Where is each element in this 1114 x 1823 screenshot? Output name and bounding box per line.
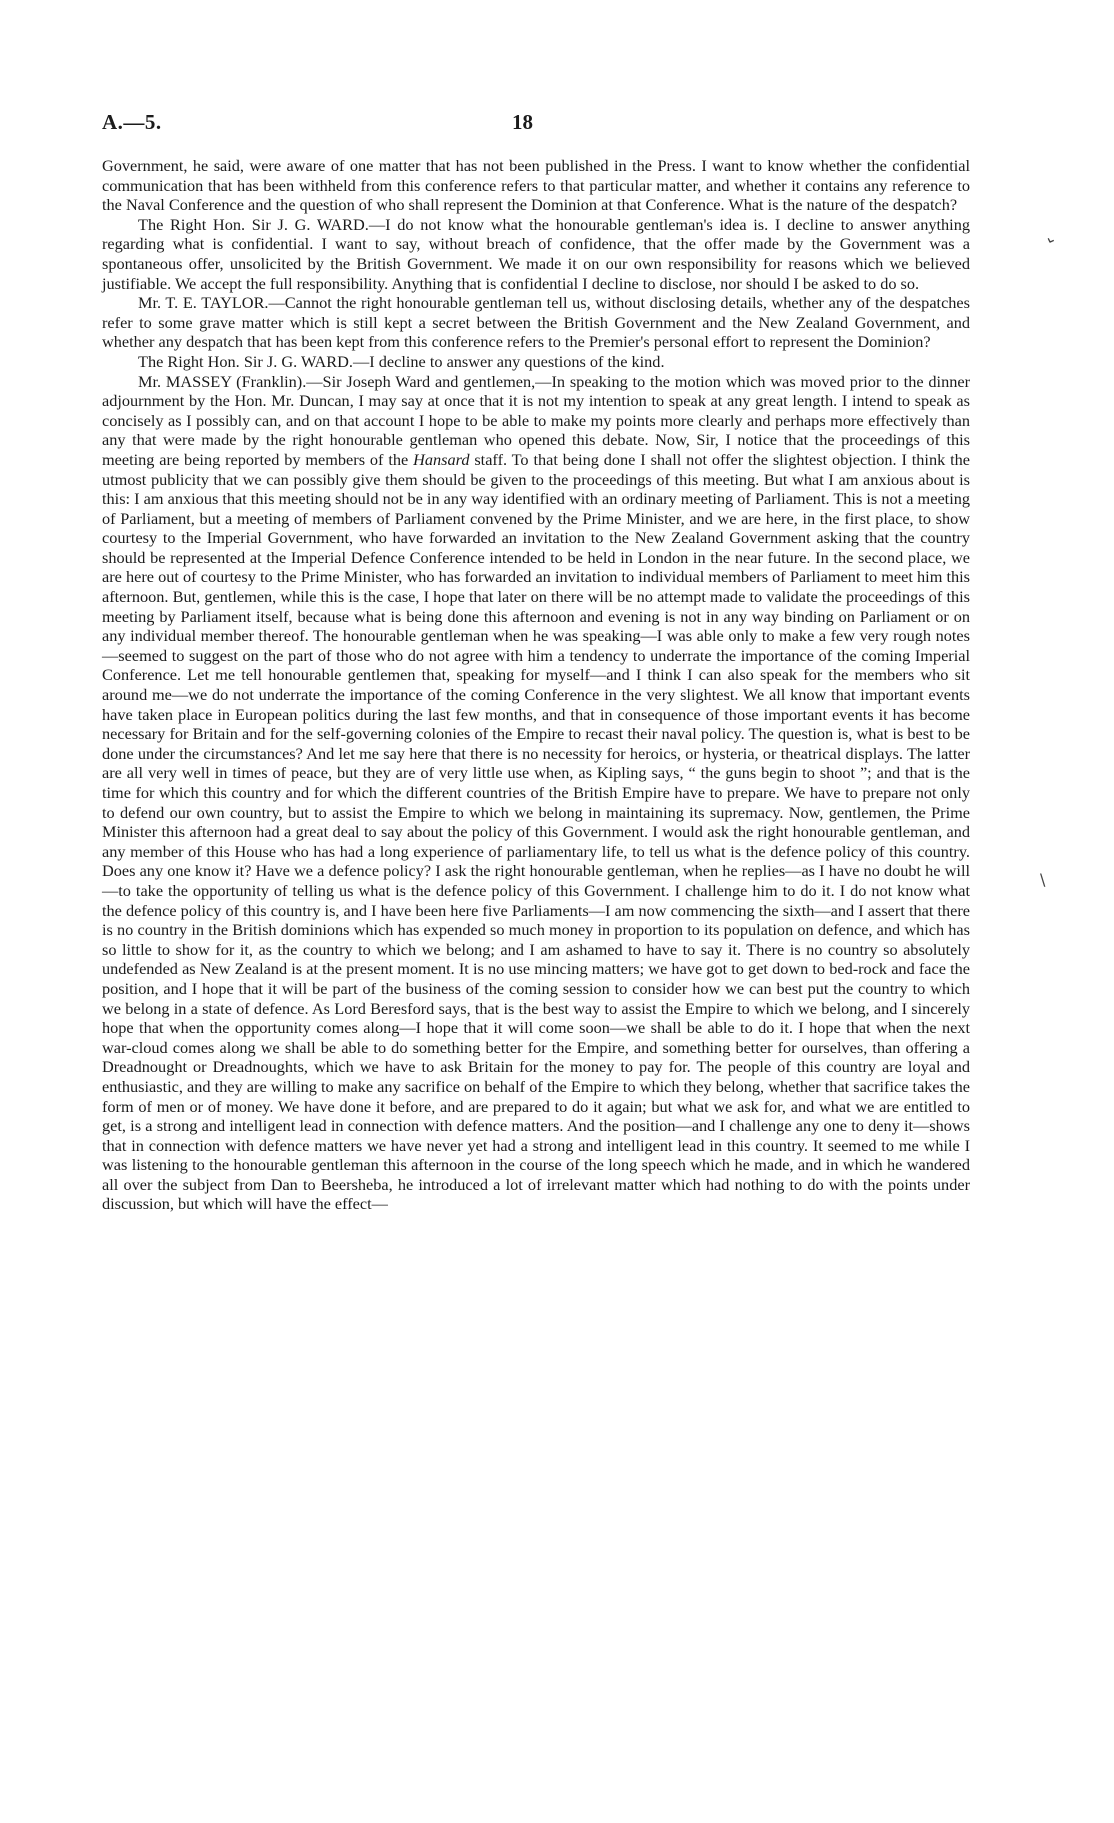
hansard-italic: Hansard: [413, 449, 470, 469]
margin-tick-mark: \: [1040, 870, 1046, 889]
paragraph-ward-decline: The Right Hon. Sir J. G. WARD.—I decline to answer any questions of the kind.: [138, 351, 665, 371]
massey-text-part-1: Mr. MASSEY (Franklin).—Sir Joseph Ward and gentlemen,—In speaking to the motion which was moved prior to the dinner adjournment by the Hon. Mr. Duncan, I may say at once that it is not my intention to speak at any great length. I intend to speak as concisely as I possibly can, and on that account I hope to be able to make my points more clearly and perhaps more effectively than any that were made by the right honourable gentleman who opened this debate. Now, Sir, I notice that the proceedings of this meeting are being reported by members of the: [102, 371, 970, 469]
margin-tick-mark: ⌄: [1042, 226, 1062, 249]
paragraph-continued: Government, he said, were aware of one matter that has not been published in the Press. I want to know whether the confidential communication that has been withheld from this conference refers to that particular matter, and whether it contains any reference to the Naval Conference and the question of who shall represent the Dominion at that Conference. What is the nature of the despatch?: [102, 156, 970, 215]
massey-text-part-2: staff. To that being done I shall not offer the slightest objection. I think the utmost publicity that we can possibly give them should be given to the proceedings of this meeting. But what I am anxious about is this: I am anxious that this meeting should not be in any way identified with an ordinary meeting of Parliament. This is not a meeting of Parliament, but a meeting of members of Parliament convened by the Prime Minister, and we are here, in the first place, to show courtesy to the Imperial Government, who have forwarded an invitation to the New Zealand Government asking that the country should be represented at the Imperial Defence Conference intended to be held in London in the near future. In the second place, we are here out of courtesy to the Prime Minister, who has forwarded an invitation to individual members of Parliament to meet him this afternoon. But, gentlemen, while this is the case, I hope that later on there will be no attempt made to validate the proceedings of this meeting by Parliament itself, because what is being done this afternoon and evening is not in any way binding on Parliament or on any individual member thereof. The honourable gentleman when he was speaking—I was able only to make a few very rough notes—seemed to suggest on the part of those who do not agree with him a tendency to underrate the importance of the coming Imperial Conference. Let me tell honourable gentlemen that, speaking for myself—and I think I can also speak for the members who sit around me—we do not underrate the importance of the coming Conference in the very slightest. We all know that important events have taken place in European politics during the last few months, and that in consequence of those important events it has become necessary for Britain and for the self-governing colonies of the Empire to recast their naval policy. The question is, what is best to be done under the circumstances? And let me say here that there is no necessity for heroics, or hysteria, or theatrical displays. The latter are all very well in times of peace, but they are of very little use when, as Kipling says, “ the guns begin to shoot ”; and that is the time for which this country and for which the different countries of the British Empire have to prepare. We have to prepare not only to defend our own country, but to assist the Empire to which we belong in maintaining its supremacy. Now, gentlemen, the Prime Minister this afternoon had a great deal to say about the policy of this Government. I would ask the right honourable gentleman, and any member of this House who has had a long experience of parliamentary life, to tell us what is the defence policy of this country. Does any one know it? Have we a defence policy? I ask the right honourable gentleman, when he replies—as I have no doubt he will—to take the opportunity of telling us what is the defence policy of this Government. I challenge him to do it. I do not know what the defence policy of this country is, and I have been here five Parliaments—I am now commencing the sixth—and I assert that there is no country in the British dominions which has expended so much money in proportion to its population on defence, and which has so little to show for it, as the country to which we belong; and I am ashamed to have to say it. There is no country so absolutely undefended as New Zealand is at the present moment. It is no use mincing matters; we have got to get down to bed-rock and face the position, and I hope that it will be part of the business of the coming session to consider how we can best put the country to which we belong in a state of defence. As Lord Beresford says, that is the best way to assist the Empire to which we belong, and I sincerely hope that when the opportunity comes along—I hope that it will come soon—we shall be able to do it. I hope that when the next war-cloud comes along we shall be able to do something better for the Empire, and something better for ourselves, than offering a Dreadnought or Dreadnoughts, which we have to ask Britain for the money to pay for. The people of this country are loyal and enthusiastic, and they are willing to make any sacrifice on behalf of the Empire to which they belong, whether that sacrifice takes the form of men or of money. We have done it before, and are prepared to do it again; but what we ask for, and what we are entitled to get, is a strong and intelligent lead in connection with defence matters. And the position—and I challenge any one to deny it—shows that in connection with defence matters we have never yet had a strong and intelligent lead in this country. It seemed to me while I was listening to the honourable gentleman this afternoon in the course of the long speech which he made, and in which he wandered all over the subject from Dan to Beersheba, he introduced a lot of irrelevant matter which had nothing to do with the points under discussion, but which will have the effect—: [102, 449, 970, 1214]
page-number: 18: [512, 110, 533, 134]
page-reference: A.—5.: [102, 110, 162, 134]
paragraph-taylor-question: Mr. T. E. TAYLOR.—Cannot the right honourable gentleman tell us, without disclosing details, whether any of the despatches refer to some grave matter which is still kept a secret between the British Government and the New Zealand Government, and whether any despatch that has been kept from this conference refers to the Premier's personal effort to represent the Dominion?: [102, 293, 970, 352]
paragraph-massey-speech: [102, 372, 970, 1215]
body-text: [102, 156, 970, 1214]
paragraph-ward-reply: The Right Hon. Sir J. G. WARD.—I do not know what the honourable gentleman's idea is. I decline to answer anything regarding what is confidential. I want to say, without breach of confidence, that the offer made by the Government was a spontaneous offer, unsolicited by the British Government. We made it on our own responsibility for reasons which we believed justifiable. We accept the full responsibility. Anything that is confidential I decline to disclose, nor should I be asked to do so.: [102, 214, 970, 293]
